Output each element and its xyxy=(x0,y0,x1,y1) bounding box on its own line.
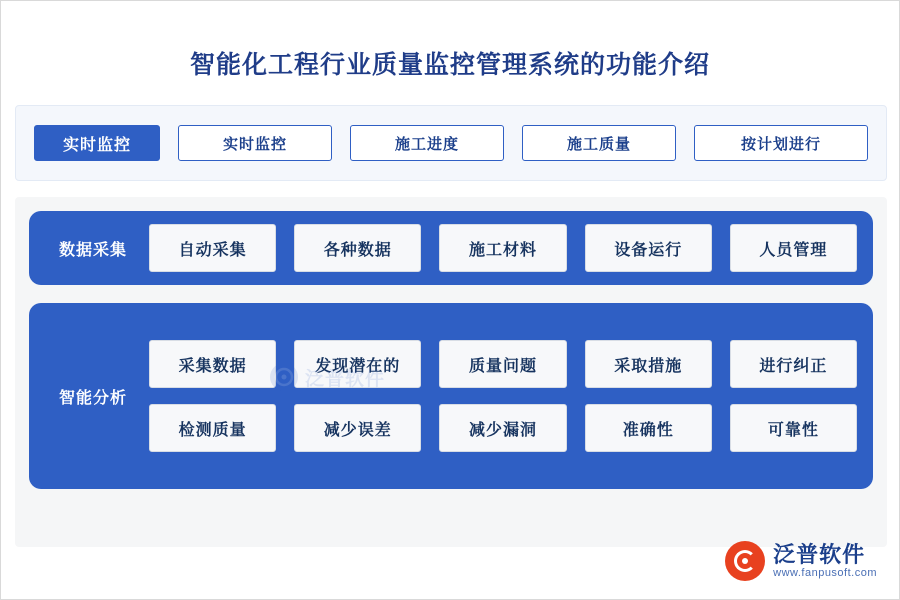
chip-discover-potential[interactable]: 发现潜在的 xyxy=(294,340,421,388)
chip-auto-collection[interactable]: 自动采集 xyxy=(149,224,276,272)
section-label-data-collection: 数据采集 xyxy=(58,241,127,259)
chip-construction-materials[interactable]: 施工材料 xyxy=(439,224,566,272)
tab-construction-progress[interactable]: 施工进度 xyxy=(350,125,504,161)
section-data-collection xyxy=(29,211,873,285)
tab-active-realtime-monitoring[interactable]: 实时监控 xyxy=(34,125,160,161)
logo-name-cn: 泛普软件 xyxy=(773,542,866,568)
tab-realtime-monitoring[interactable]: 实时监控 xyxy=(178,125,332,161)
chip-row xyxy=(149,404,857,452)
data-collection-items xyxy=(149,224,857,272)
logo-text-group xyxy=(773,542,877,580)
content-panel xyxy=(15,197,887,547)
chip-inspect-quality[interactable]: 检测质量 xyxy=(149,404,276,452)
intelligent-analysis-items xyxy=(149,340,857,452)
chip-accuracy[interactable]: 准确性 xyxy=(585,404,712,452)
chip-make-corrections[interactable]: 进行纠正 xyxy=(730,340,857,388)
page-title: 智能化工程行业质量监控管理系统的功能介绍 xyxy=(189,52,710,79)
tab-construction-quality[interactable]: 施工质量 xyxy=(522,125,676,161)
tab-strip xyxy=(15,105,887,181)
chip-reduce-error[interactable]: 减少误差 xyxy=(294,404,421,452)
chip-reduce-loopholes[interactable]: 减少漏洞 xyxy=(439,404,566,452)
chip-personnel-management[interactable]: 人员管理 xyxy=(730,224,857,272)
logo-mark-icon xyxy=(725,541,765,581)
chip-row xyxy=(149,340,857,388)
chip-various-data[interactable]: 各种数据 xyxy=(294,224,421,272)
chip-equipment-operation[interactable]: 设备运行 xyxy=(585,224,712,272)
brand-logo xyxy=(725,541,877,581)
chip-collected-data[interactable]: 采集数据 xyxy=(149,340,276,388)
logo-name-en: www.fanpusoft.com xyxy=(773,567,877,580)
section-label-intelligent-analysis: 智能分析 xyxy=(58,389,127,407)
chip-take-measures[interactable]: 采取措施 xyxy=(585,340,712,388)
chip-quality-issues[interactable]: 质量问题 xyxy=(439,340,566,388)
section-intelligent-analysis xyxy=(29,303,873,489)
tab-on-schedule[interactable]: 按计划进行 xyxy=(694,125,868,161)
chip-row xyxy=(149,224,857,272)
chip-reliability[interactable]: 可靠性 xyxy=(730,404,857,452)
